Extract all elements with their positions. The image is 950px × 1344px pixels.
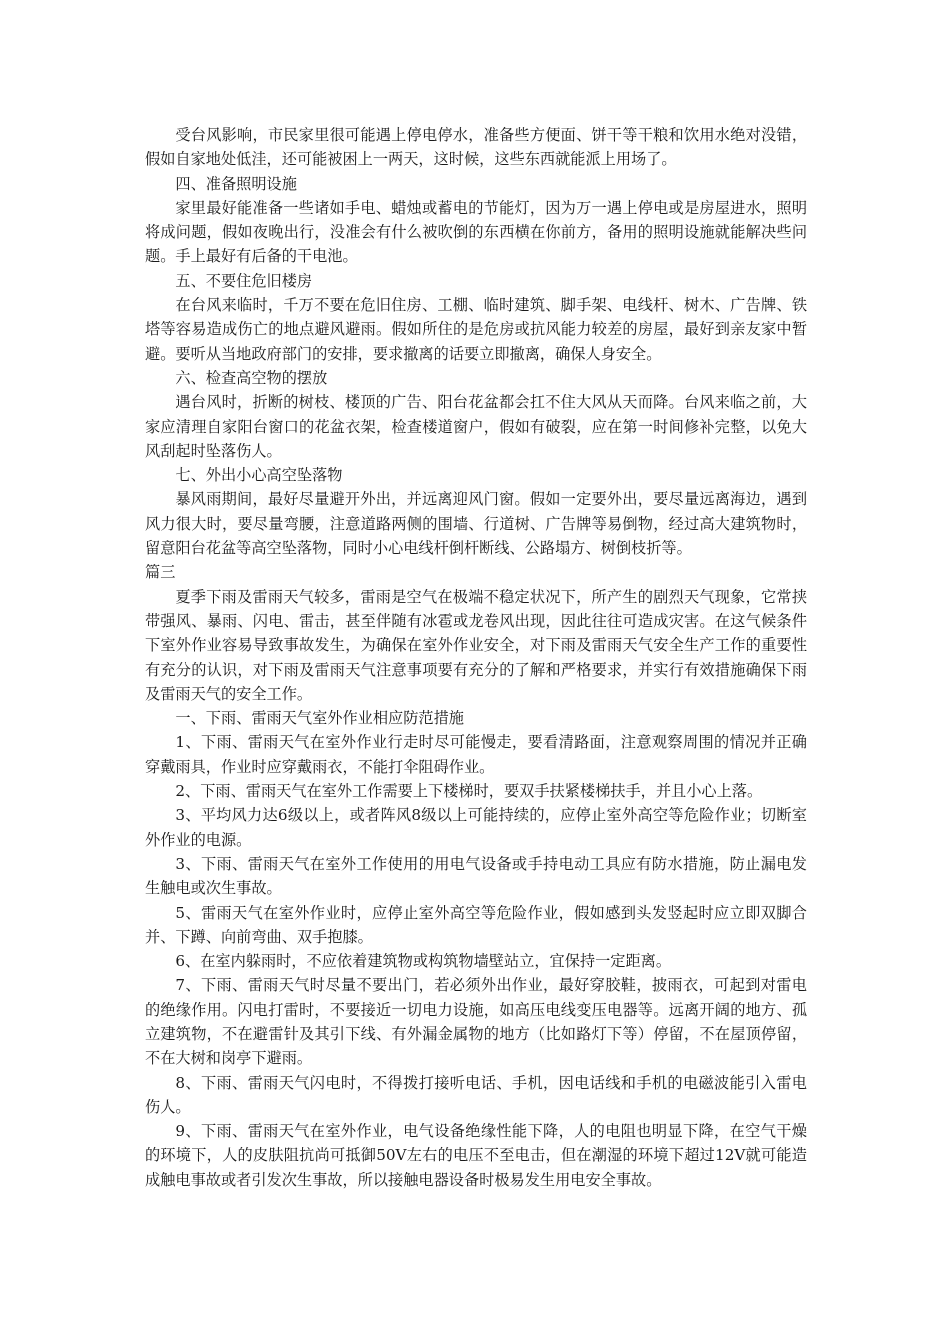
list-item: 8、下雨、雷雨天气闪电时，不得拨打接听电话、手机，因电话线和手机的电磁波能引入雷电伤人。 (145, 1073, 807, 1116)
paragraph: 夏季下雨及雷雨天气较多，雷雨是空气在极端不稳定状况下，所产生的剧烈天气现象，它常挟带强风、暴雨、闪电、雷击，甚至伴随有冰雹或龙卷风出现，因此往往可造成灾害。在这气候条件下室外作业容易导致事故发生，为确保在室外作业安全，对下雨及雷雨天气安全生产工作的重要性有充分的认识，对下雨及雷雨天气注意事项要有充分的了解和严格要求，并实行有效措施确保下雨及雷雨天气的安全工作。 (145, 587, 807, 703)
paragraph: 暴风雨期间，最好尽量避开外出，并远离迎风门窗。假如一定要外出，要尽量远离海边，遇到风力很大时，要尽量弯腰，注意道路两侧的围墙、行道树、广告牌等易倒物，经过高大建筑物时，留意阳台花盆等高空坠落物，同时小心电线杆倒杆断线、公路塌方、树倒枝折等。 (145, 490, 807, 558)
document-page (145, 123, 807, 1192)
list-item: 7、下雨、雷雨天气时尽量不要出门，若必须外出作业，最好穿胶鞋，披雨衣，可起到对雷电的绝缘作用。闪电打雷时，不要接近一切电力设施，如高压电线变压电器等。远离开阔的地方、孤立建筑物，不在避雷针及其引下线、有外漏金属物的地方（比如路灯下等）停留，不在屋顶停留，不在大树和岗亭下避雨。 (145, 976, 807, 1068)
list-item: 2、下雨、雷雨天气在室外工作需要上下楼梯时，要双手扶紧楼梯扶手，并且小心上落。 (175, 782, 763, 801)
part-heading: 篇三 (145, 563, 176, 582)
list-item: 3、平均风力达6级以上，或者阵风8级以上可能持续的，应停止室外高空等危险作业；切断室外作业的电源。 (145, 806, 807, 849)
section-heading: 五、不要住危旧楼房 (175, 271, 313, 290)
list-item: 1、下雨、雷雨天气在室外作业行走时尽可能慢走，要看清路面，注意观察周围的情况并正确穿戴雨具，作业时应穿戴雨衣，不能打伞阻碍作业。 (145, 733, 807, 776)
paragraph: 在台风来临时，千万不要在危旧住房、工棚、临时建筑、脚手架、电线杆、树木、广告牌、铁塔等容易造成伤亡的地点避风避雨。假如所住的是危房或抗风能力较差的房屋，最好到亲友家中暂避。要听从当地政府部门的安排，要求撤离的话要立即撤离，确保人身安全。 (145, 296, 807, 363)
paragraph: 家里最好能准备一些诸如手电、蜡烛或蓄电的节能灯，因为万一遇上停电或是房屋进水，照明将成问题，假如夜晚出行，没准会有什么被吹倒的东西横在你前方，备用的照明设施就能解决些问题。手上最好有后备的干电池。 (145, 198, 807, 266)
section-heading: 四、准备照明设施 (175, 174, 297, 193)
list-item: 6、在室内躲雨时，不应依着建筑物或构筑物墙壁站立，宜保持一定距离。 (175, 952, 672, 971)
list-item: 5、雷雨天气在室外作业时，应停止室外高空等危险作业，假如感到头发竖起时应立即双脚合并、下蹲、向前弯曲、双手抱膝。 (145, 903, 807, 946)
paragraph: 遇台风时，折断的树枝、楼顶的广告、阳台花盆都会扛不住大风从天而降。台风来临之前，大家应清理自家阳台窗口的花盆衣架，检查楼道窗户，假如有破裂，应在第一时间修补完整，以免大风刮起时坠落伤人。 (145, 393, 807, 460)
list-item: 9、下雨、雷雨天气在室外作业，电气设备绝缘性能下降，人的电阻也明显下降，在空气干燥的环境下，人的皮肤阻抗尚可抵御50V左右的电压不至电击，但在潮湿的环境下超过12V就可能造成触电事故或者引发次生事故，所以接触电器设备时极易发生用电安全事故。 (145, 1122, 807, 1189)
paragraph: 受台风影响，市民家里很可能遇上停电停水，准备些方便面、饼干等干粮和饮用水绝对没错，假如自家地处低洼，还可能被困上一两天，这时候，这些东西就能派上用场了。 (145, 126, 807, 169)
section-heading: 七、外出小心高空坠落物 (175, 466, 343, 485)
section-heading: 一、下雨、雷雨天气室外作业相应防范措施 (175, 709, 464, 728)
section-heading: 六、检查高空物的摆放 (175, 368, 328, 387)
list-item: 3、下雨、雷雨天气在室外工作使用的用电气设备或手持电动工具应有防水措施，防止漏电发生触电或次生事故。 (145, 854, 807, 898)
